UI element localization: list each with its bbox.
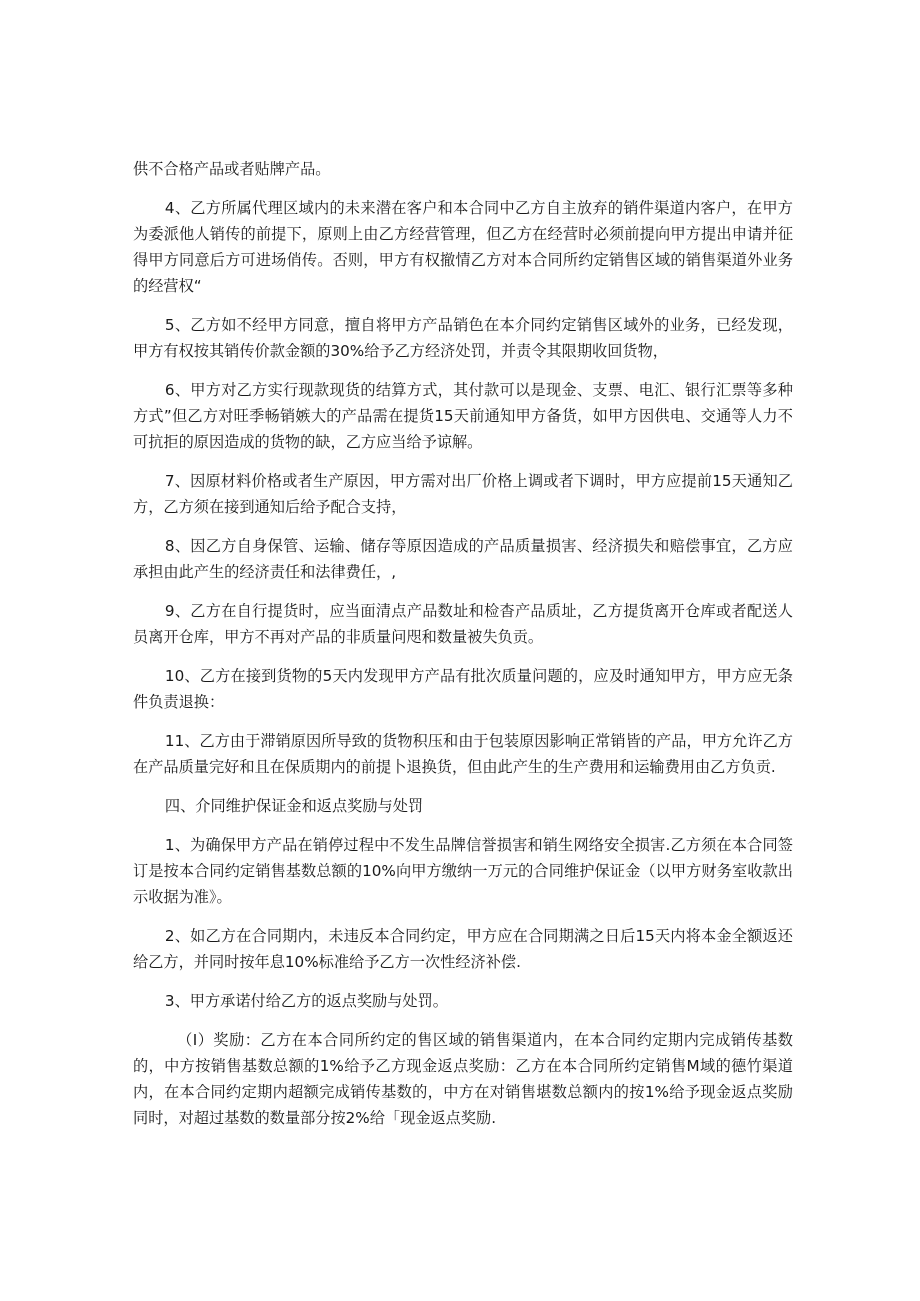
paragraph-clause-6: 6、甲方对乙方实行现款现货的结算方式，其付款可以是现金、支票、电汇、银行汇票等多种方式”但乙方对旺季畅销嫉大的产品需在提货15天前通知甲方备货，如甲方因供电、交通等人力不可抗拒的原因造成的货物的缺，乙方应当给予谅解。 — [133, 381, 793, 451]
paragraph-clause-11: 11、乙方由于滞销原因所导致的货物积压和由于包装原因影响正常销皆的产品，甲方允许乙方在产品质量完好和且在保质期内的前提卜退换货，但由此产生的生产费用和运输费用由乙方负贡. — [133, 732, 793, 776]
paragraph-clause-8: 8、因乙方自身保管、运输、储存等原因造成的产品质量损害、经济损失和赔偿事宜，乙方应承担由此产生的经济责任和法律费任，, — [133, 537, 793, 581]
paragraph-clause-7: 7、因原材料价格或者生产原因，甲方需对出厂价格上调或者下调时，甲方应提前15天通知乙方，乙方须在接到通知后给予配合支持， — [133, 472, 793, 516]
paragraph-deposit-2: 2、如乙方在合同期内，未违反本合同约定，甲方应在合同期满之日后15天内将本金全额返还给乙方，并同时按年息10%标准给予乙方一次性经济补偿. — [133, 927, 793, 971]
paragraph-clause-10: 10、乙方在接到货物的5天内发现甲方产品有批次质量问题的，应及时通知甲方，甲方应无条件负责退换： — [133, 667, 793, 711]
paragraph-deposit-1: 1、为确保甲方产品在销停过程中不发生品牌信誉损害和销生网络安全损害.乙方须在本合同签订是按本合同约定销售基数总额的10%向甲方缴纳一万元的合同维护保证金（以甲方财务室收款出示收据为准》。 — [133, 836, 793, 906]
paragraph-clause-4: 4、乙方所属代理区域内的未来潜在客户和本合同中乙方自主放弃的销件渠道内客户，在甲方为委派他人销传的前提下，原则上由乙方经营管理，但乙方在经营时必须前提向甲方提出申请并征得甲方同意后方可进场俏传。否则，甲方有权撤情乙方对本合同所约定销售区域的销售渠道外业务的经营权“ — [133, 199, 793, 295]
paragraph-clause-9: 9、乙方在自行提货时，应当面清点产品数址和检杳产品质址，乙方提货离开仓库或者配送人员离开仓库，甲方不再对产品的非质量问咫和数量被失负贡。 — [133, 602, 793, 646]
document-body — [133, 156, 793, 1131]
paragraph-clause-5: 5、乙方如不经甲方同意，擅自将甲方产品销色在本介同约定销售区域外的业务，已经发现，甲方有权按其销传价款金额的30%给予乙方经济处罚，并责令其限期收回货物， — [133, 316, 793, 360]
paragraph-reward: （I）奖励：乙方在本合同所约定的售区域的销售渠道内，在本合同约定期内完成销传基数的，中方按销售基数总额的1%给予乙方现金返点奖励：乙方在本合同所约定销售M域的德竹渠道内，在本合同约定期内超额完成销传基数的，中方在对销售堪数总额内的按1%给予现金返点奖励同时，对超过基数的数量部分按2%给「现金返点奖励. — [133, 1031, 793, 1127]
paragraph-deposit-3: 3、甲方承诺付给乙方的返点奖励与处罚。 — [164, 992, 448, 1010]
paragraph-continuation: 供不合格产品或者贴牌产品。 — [133, 160, 331, 178]
section-heading-four: 四、介同维护保证金和返点奖励与处罚 — [164, 797, 424, 815]
